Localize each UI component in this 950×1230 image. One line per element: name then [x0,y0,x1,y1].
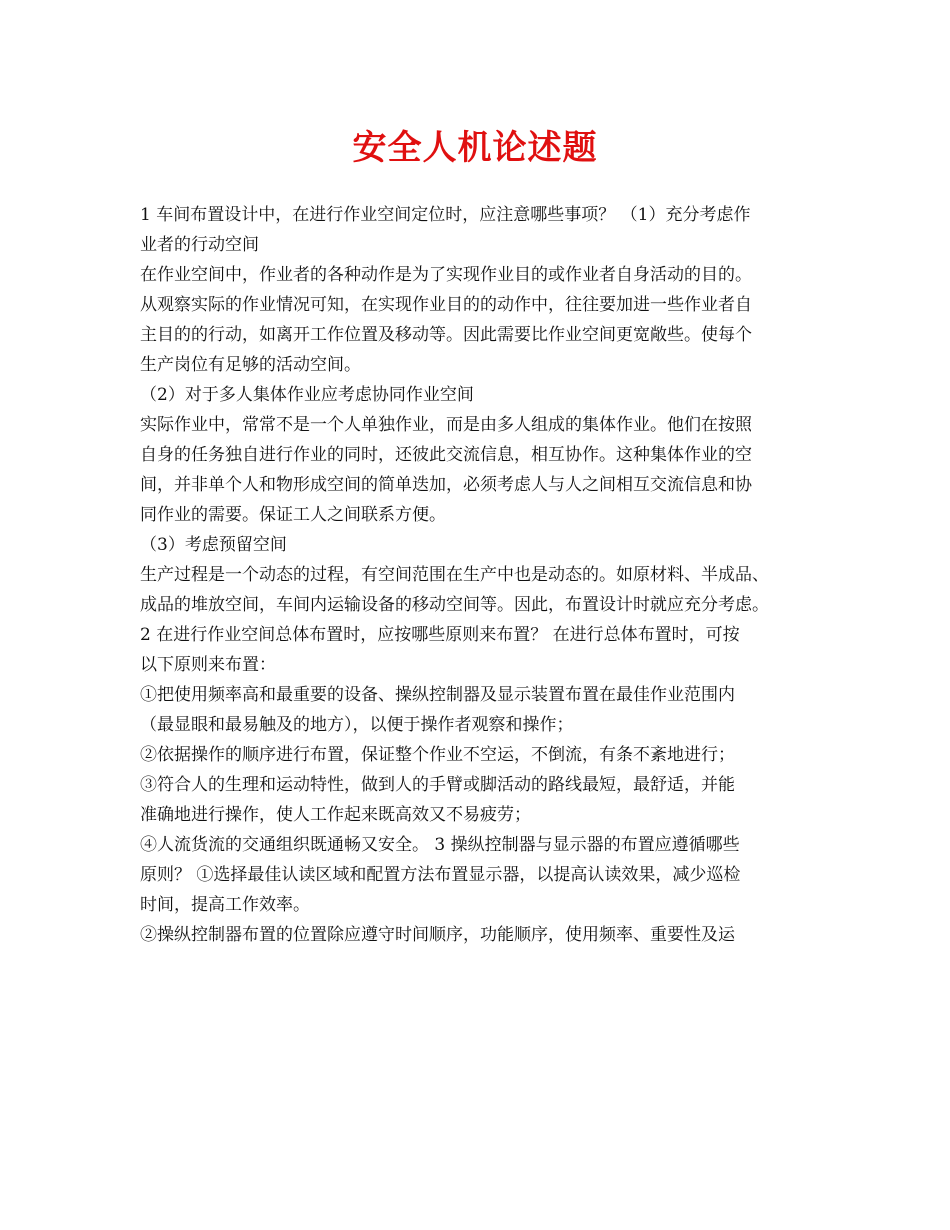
text-line: （2）对于多人集体作业应考虑协同作业空间 [140,385,474,405]
text-line: 业者的行动空间 [140,235,259,255]
text-line: 准确地进行操作，使人工作起来既高效又不易疲劳； [140,805,531,825]
text-line: 在作业空间中，作业者的各种动作是为了实现作业目的或作业者自身活动的目的。 [140,265,752,285]
document-title: 安全人机论述题 [352,128,598,168]
text-line: 自身的任务独自进行作业的同时，还彼此交流信息，相互协作。这种集体作业的空 [140,445,752,465]
document-body [140,200,820,950]
text-line: 2 在进行作业空间总体布置时，应按哪些原则来布置？ 在进行总体布置时，可按 [140,625,740,645]
text-line: 时间，提高工作效率。 [140,895,310,915]
text-line: ②依据操作的顺序进行布置，保证整个作业不空运，不倒流，有条不紊地进行； [140,745,735,765]
text-line: ③符合人的生理和运动特性，做到人的手臂或脚活动的路线最短，最舒适，并能 [140,775,735,795]
text-line: 原则？ ①选择最佳认读区域和配置方法布置显示器，以提高认读效果，减少巡检 [140,865,741,885]
text-line: 同作业的需要。保证工人之间联系方便。 [140,505,446,525]
text-line: （最显眼和最易触及的地方），以便于操作者观察和操作； [140,715,574,735]
text-line: 生产过程是一个动态的过程，有空间范围在生产中也是动态的。如原材料、半成品、 [140,565,769,585]
text-line: （3）考虑预留空间 [140,535,287,555]
text-line: 从观察实际的作业情况可知，在实现作业目的的动作中，往往要加进一些作业者自 [140,295,752,315]
text-line: 1 车间布置设计中，在进行作业空间定位时，应注意哪些事项？ （1）充分考虑作 [140,205,751,225]
text-line: ④人流货流的交通组织既通畅又安全。 3 操纵控制器与显示器的布置应遵循哪些 [140,835,740,855]
text-line: 生产岗位有足够的活动空间。 [140,355,361,375]
text-line: 间，并非单个人和物形成空间的简单迭加，必须考虑人与人之间相互交流信息和协 [140,475,752,495]
text-line: 以下原则来布置： [140,655,276,675]
text-line: ①把使用频率高和最重要的设备、操纵控制器及显示装置布置在最佳作业范围内 [140,685,735,705]
text-line: ②操纵控制器布置的位置除应遵守时间顺序，功能顺序，使用频率、重要性及运 [140,925,735,945]
text-line: 成品的堆放空间，车间内运输设备的移动空间等。因此，布置设计时就应充分考虑。 [140,595,769,615]
text-line: 实际作业中，常常不是一个人单独作业，而是由多人组成的集体作业。他们在按照 [140,415,752,435]
text-line: 主目的的行动，如离开工作位置及移动等。因此需要比作业空间更宽敞些。使每个 [140,325,752,345]
